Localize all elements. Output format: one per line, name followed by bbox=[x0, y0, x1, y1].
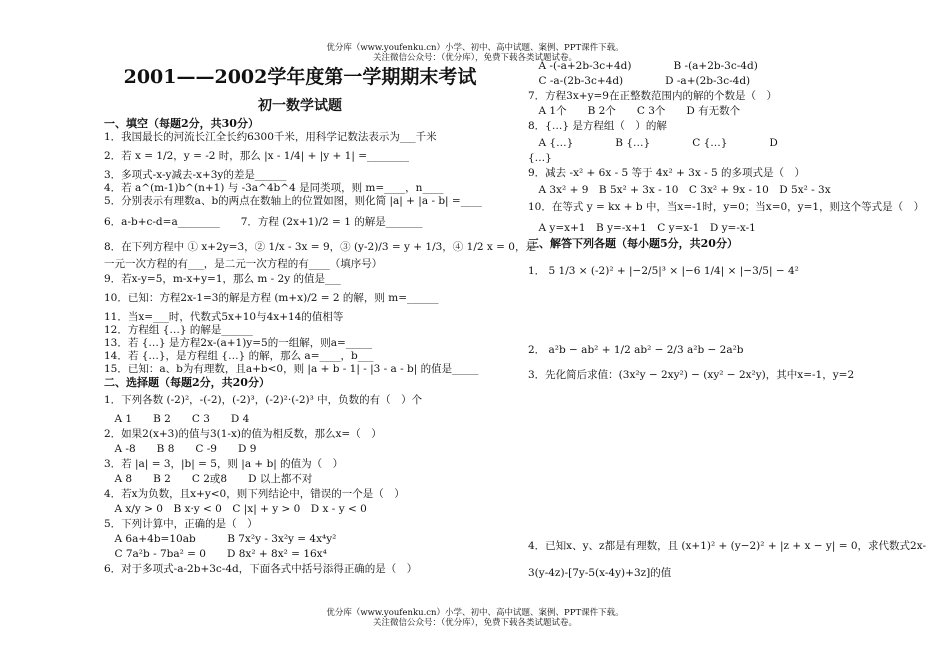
problem-line: 1． 5 1/3 × (-2)² + |−2/5|³ × |−6 1/4| × |−3/5| − 4² bbox=[528, 265, 799, 277]
question-line: 9．减去 -x² + 6x - 5 等于 4x² + 3x - 5 的多项式是（ ） bbox=[528, 167, 805, 179]
option-line: A {…} B {…} C {…} D bbox=[528, 137, 778, 149]
question-line: 4．若 a^(m-1)b^(n+1) 与 -3a^4b^4 是同类项，则 m=____，n____ bbox=[104, 182, 444, 194]
option-line: C -a-(2b-3c+4d) D -a+(2b-3c-4d) bbox=[528, 75, 751, 87]
option-line: A y=x+1 B y=-x+1 C y=x-1 D y=-x-1 bbox=[528, 222, 756, 234]
question-line: 1．我国最长的河流长江全长约6300千米，用科学记数法表示为___千米 bbox=[104, 131, 437, 143]
question-line: 6．对于多项式-a-2b+3c-4d，下面各式中括号添得正确的是（ ） bbox=[104, 563, 418, 575]
header-line-1: 优分库（www.youfenku.cn）小学、初中、高中试题、案例、PPT课件下载。 bbox=[326, 43, 624, 53]
question-line: 一元一次方程的有___，是二元一次方程的有____（填序号） bbox=[104, 258, 383, 270]
question-line: 2．若 x = 1/2，y = -2 时，那么 |x - 1/4| + |y + 1| =________ bbox=[104, 150, 410, 162]
option-line: A 1 B 2 C 3 D 4 bbox=[104, 413, 250, 425]
question-line: 3．若 |a| = 3，|b| = 5，则 |a + b| 的值为（ ） bbox=[104, 458, 344, 470]
option-line: C 7a²b - 7ba² = 0 D 8x² + 8x² = 16x⁴ bbox=[104, 548, 327, 560]
left-column bbox=[104, 117, 536, 576]
page-subtitle: 初一数学试题 bbox=[258, 98, 342, 114]
title-block bbox=[100, 62, 500, 115]
page-title: 2001——2002学年度第一学期期末考试 bbox=[123, 66, 477, 88]
problem-line: 3．先化简后求值：(3x²y − 2xy²) − (xy² − 2x²y)，其中x=-1，y=2 bbox=[528, 369, 855, 381]
section-fill-in: 一、填空（每题2分，共30分） bbox=[104, 117, 259, 130]
question-line: 15．已知：a、b为有理数，且a+b<0，则 |a + b - 1| - |3 - a - b| 的值是_____ bbox=[104, 363, 479, 375]
footer-line-2: 关注微信公众号：（优分库），免费下载各类试题试卷。 bbox=[372, 618, 577, 628]
question-line: 6．a-b+c-d=a________ 7．方程 (2x+1)/2 = 1 的解是_______ bbox=[104, 216, 423, 228]
question-line: 7．方程3x+y=9在正整数范围内的解的个数是（ ） bbox=[528, 90, 777, 102]
question-line: 9．若x-y=5，m-x+y=1，那么 m - 2y 的值是___ bbox=[104, 273, 341, 285]
section-answer: 三、解答下列各题（每小题5分，共20分） bbox=[528, 237, 738, 250]
option-line: A -(-a+2b-3c+4d) B -(a+2b-3c-4d) bbox=[528, 60, 758, 72]
question-line: 3．多项式-x-y减去-x+3y的差是______ bbox=[104, 169, 287, 181]
question-line: 11．当x=___时，代数式5x+10与4x+14的值相等 bbox=[104, 311, 344, 323]
right-column bbox=[528, 60, 928, 580]
question-line: 14．若 {…}，是方程组 {…} 的解，那么 a=____，b___ bbox=[104, 350, 374, 362]
question-line: 4．若x为负数，且x+y<0，则下列结论中，错误的一个是（ ） bbox=[104, 488, 405, 500]
question-line: 12．方程组 {…} 的解是______ bbox=[104, 324, 253, 336]
question-line: 10．已知：方程2x-1=3的解是方程 (m+x)/2 = 2 的解，则 m=______ bbox=[104, 292, 439, 304]
option-line: A -8 B 8 C -9 D 9 bbox=[104, 443, 257, 455]
question-line: 5．下列计算中，正确的是（ ） bbox=[104, 518, 258, 530]
problem-line: 3(y-4z)-[7y-5(x-4y)+3z]的值 bbox=[528, 567, 672, 579]
option-line: A 3x² + 9 B 5x² + 3x - 10 C 3x² + 9x - 10 D 5x² - 3x bbox=[528, 184, 831, 196]
option-line: A x/y > 0 B x·y < 0 C |x| + y > 0 D x - y < 0 bbox=[104, 503, 367, 515]
problem-line: 4．已知x、y、z都是有理数，且 (x+1)² + (y−2)² + |z + x − y| = 0，求代数式2x- bbox=[528, 540, 926, 552]
section-multiple-choice: 二、选择题（每题2分，共20分） bbox=[104, 376, 270, 389]
question-line: 8．{…} 是方程组（ ）的解 bbox=[528, 120, 667, 132]
question-line: 2．如果2(x+3)的值与3(1-x)的值为相反数，那么x=（ ） bbox=[104, 428, 382, 440]
header-bottom bbox=[0, 608, 950, 628]
question-line: 1．下列各数 (-2)²，-(-2)，(-2)³，(-2)²·(-2)³ 中，负数的有（ ）个 bbox=[104, 394, 423, 406]
question-line: 10．在等式 y = kx + b 中，当x=-1时，y=0；当x=0，y=1，则这个等式是（ ） bbox=[528, 201, 925, 213]
question-line: 5．分别表示有理数a、b的两点在数轴上的位置如图，则化简 |a| + |a - b| =____ bbox=[104, 195, 482, 207]
question-line: 8．在下列方程中 ① x+2y=3，② 1/x - 3x = 9，③ (y-2)/3 = y + 1/3，④ 1/2 x = 0，是 bbox=[104, 241, 536, 253]
question-line: 13．若 {…} 是方程2x-(a+1)y=5的一组解，则a=_____ bbox=[104, 337, 373, 349]
option-line: A 8 B 2 C 2或8 D 以上都不对 bbox=[104, 473, 313, 485]
header-line-2: 关注微信公众号：（优分库），免费下载各类试题试卷。 bbox=[372, 53, 577, 63]
option-line: A 1个 B 2个 C 3个 D 有无数个 bbox=[528, 105, 741, 117]
footer-line-1: 优分库（www.youfenku.cn）小学、初中、高中试题、案例、PPT课件下载。 bbox=[326, 608, 624, 618]
problem-line: 2． a²b − ab² + 1/2 ab² − 2/3 a²b − 2a²b bbox=[528, 344, 744, 356]
option-line: {…} bbox=[528, 152, 552, 164]
option-line: A 6a+4b=10ab B 7x²y - 3x²y = 4x⁴y² bbox=[104, 533, 337, 545]
